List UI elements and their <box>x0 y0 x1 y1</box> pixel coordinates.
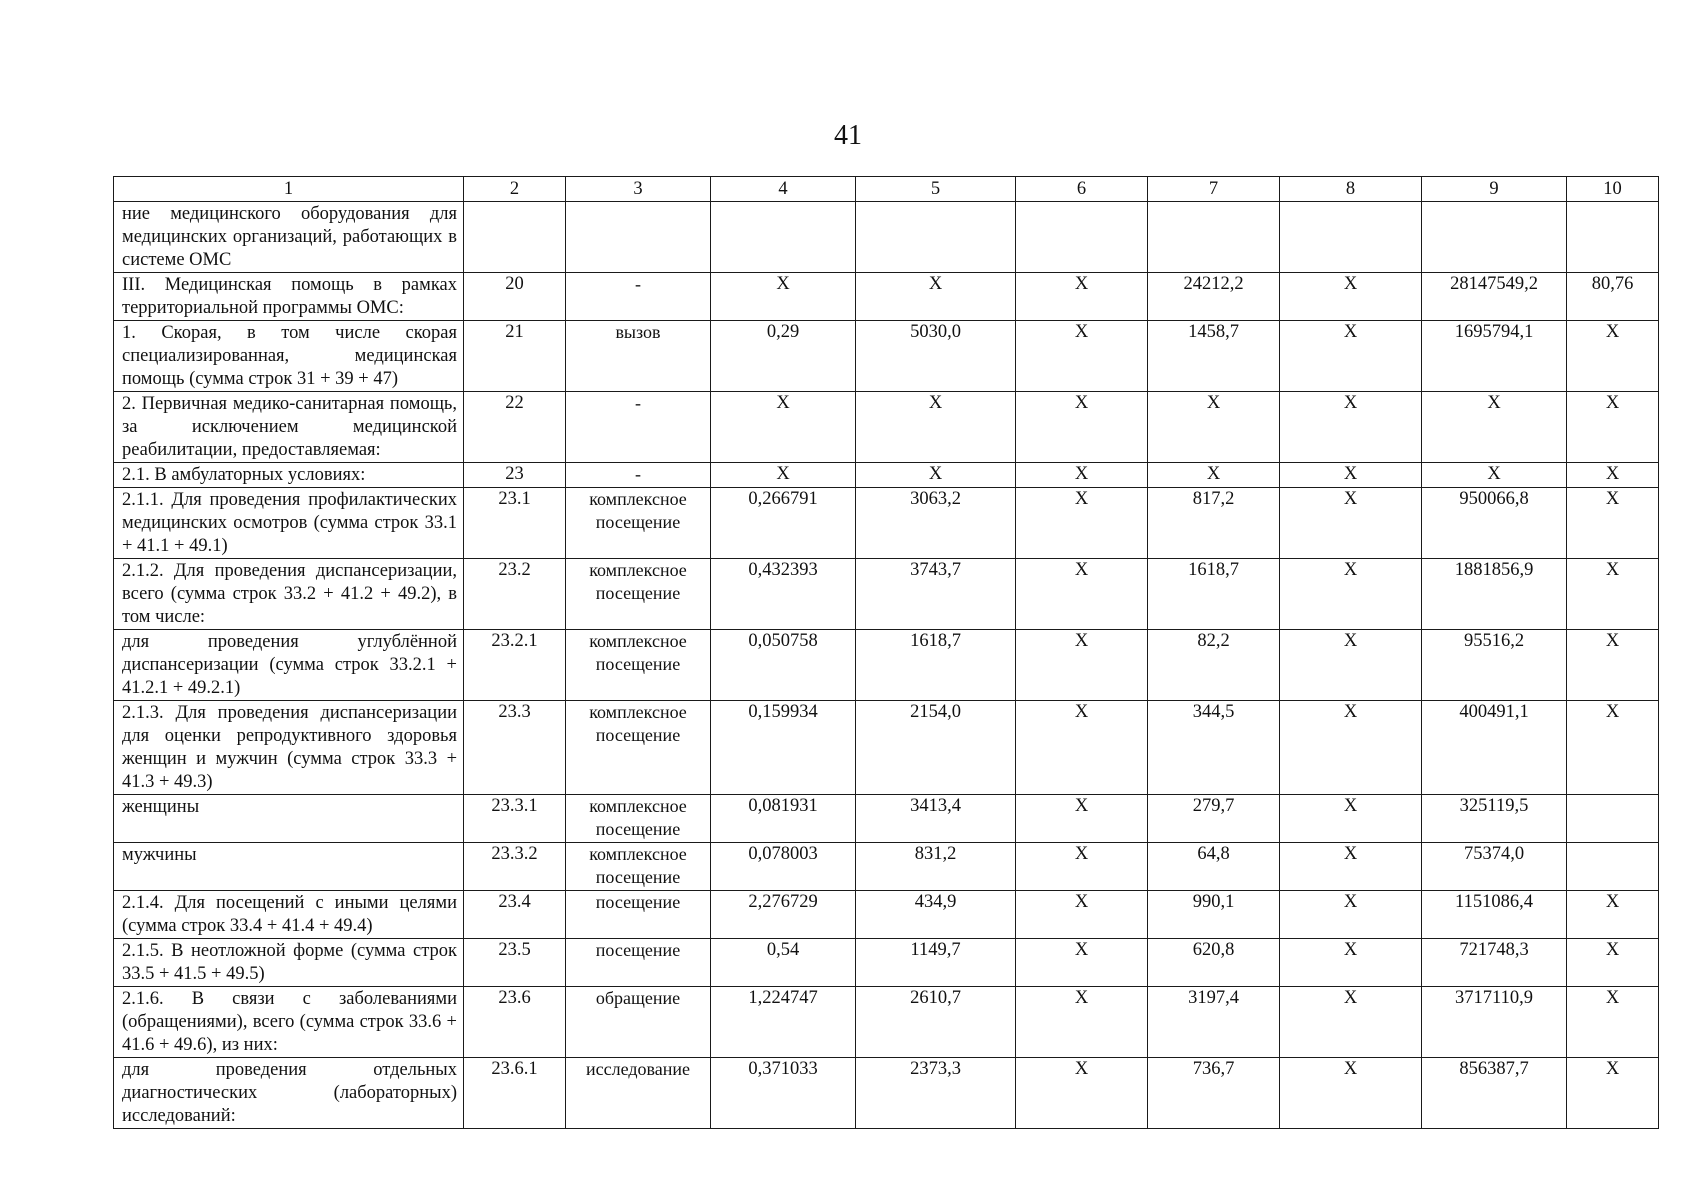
cell-volume: X <box>711 273 856 321</box>
cell-volume: 1,224747 <box>711 987 856 1058</box>
column-header-2: 2 <box>464 177 566 202</box>
cell-volume: 0,050758 <box>711 630 856 701</box>
cell-per-capita-budget: X <box>1016 795 1148 843</box>
cell-budget-sum: X <box>1280 939 1422 987</box>
table-row <box>114 939 1659 987</box>
cell-per-capita-oms: 64,8 <box>1148 843 1280 891</box>
cell-per-capita-oms: 1618,7 <box>1148 559 1280 630</box>
cell-cost: 3063,2 <box>856 488 1016 559</box>
cell-per-capita-budget: X <box>1016 392 1148 463</box>
cell-budget-sum: X <box>1280 392 1422 463</box>
column-header-8: 8 <box>1280 177 1422 202</box>
cell-name: 2.1.2. Для проведения диспансеризации, всего (сумма строк 33.2 + 41.2 + 49.2), в том числе: <box>114 559 464 630</box>
cell-per-capita-oms: 82,2 <box>1148 630 1280 701</box>
cell-budget-sum: X <box>1280 463 1422 488</box>
table-row <box>114 630 1659 701</box>
cell-oms-sum: 325119,5 <box>1422 795 1567 843</box>
cell-volume: X <box>711 392 856 463</box>
cell-budget-sum: X <box>1280 273 1422 321</box>
cell-name: 2.1.3. Для проведения диспансеризации для оценки репродуктивного здоровья женщин и мужчин (сумма строк 33.3 + 41.3 + 49.3) <box>114 701 464 795</box>
cell-cost: 2373,3 <box>856 1058 1016 1129</box>
table-row <box>114 1058 1659 1129</box>
cell-budget-sum <box>1280 202 1422 273</box>
cell-per-capita-budget: X <box>1016 273 1148 321</box>
cell-number: 23.2.1 <box>464 630 566 701</box>
cell-name: для проведения отдельных диагностических (лабораторных) исследований: <box>114 1058 464 1129</box>
cell-per-capita-budget: X <box>1016 488 1148 559</box>
table-row <box>114 463 1659 488</box>
cell-name: 1. Скорая, в том числе скорая специализированная, медицинская помощь (сумма строк 31 + 39 + 47) <box>114 321 464 392</box>
cell-volume: 0,54 <box>711 939 856 987</box>
table-row <box>114 701 1659 795</box>
cell-oms-sum: 856387,7 <box>1422 1058 1567 1129</box>
cell-name: III. Медицинская помощь в рамках территориальной программы ОМС: <box>114 273 464 321</box>
cell-per-capita-oms <box>1148 202 1280 273</box>
cell-oms-sum: 1151086,4 <box>1422 891 1567 939</box>
cell-volume: 0,371033 <box>711 1058 856 1129</box>
cell-per-capita-oms: 817,2 <box>1148 488 1280 559</box>
cell-cost: 1149,7 <box>856 939 1016 987</box>
page-number: 41 <box>834 120 862 151</box>
cell-budget-sum: X <box>1280 701 1422 795</box>
cell-oms-sum: 3717110,9 <box>1422 987 1567 1058</box>
cell-share <box>1567 843 1659 891</box>
cell-oms-sum: 721748,3 <box>1422 939 1567 987</box>
cell-budget-sum: X <box>1280 559 1422 630</box>
cell-per-capita-budget: X <box>1016 321 1148 392</box>
cell-per-capita-oms: 990,1 <box>1148 891 1280 939</box>
cell-name: 2. Первичная медико-санитарная помощь, за исключением медицинской реабилитации, предоставляемая: <box>114 392 464 463</box>
cell-number: 22 <box>464 392 566 463</box>
cell-oms-sum: 1695794,1 <box>1422 321 1567 392</box>
cell-name: 2.1.6. В связи с заболеваниями (обращениями), всего (сумма строк 33.6 + 41.6 + 49.6), из них: <box>114 987 464 1058</box>
cell-name: мужчины <box>114 843 464 891</box>
column-header-1: 1 <box>114 177 464 202</box>
table-row <box>114 392 1659 463</box>
cell-unit: - <box>566 392 711 463</box>
cell-per-capita-budget: X <box>1016 630 1148 701</box>
cell-budget-sum: X <box>1280 843 1422 891</box>
cell-volume <box>711 202 856 273</box>
cell-cost: 2610,7 <box>856 987 1016 1058</box>
cell-share: X <box>1567 630 1659 701</box>
column-header-10: 10 <box>1567 177 1659 202</box>
column-header-9: 9 <box>1422 177 1567 202</box>
cell-unit: - <box>566 273 711 321</box>
cell-share: X <box>1567 559 1659 630</box>
table-row <box>114 202 1659 273</box>
cell-unit: обращение <box>566 987 711 1058</box>
cell-unit: комплексное посещение <box>566 488 711 559</box>
cell-name: 2.1.4. Для посещений с иными целями (сумма строк 33.4 + 41.4 + 49.4) <box>114 891 464 939</box>
cell-share: X <box>1567 891 1659 939</box>
cell-budget-sum: X <box>1280 630 1422 701</box>
cell-share: X <box>1567 701 1659 795</box>
cell-volume: 2,276729 <box>711 891 856 939</box>
cell-per-capita-oms: 3197,4 <box>1148 987 1280 1058</box>
cell-per-capita-budget: X <box>1016 559 1148 630</box>
cell-volume: 0,432393 <box>711 559 856 630</box>
cell-unit: комплексное посещение <box>566 701 711 795</box>
cell-per-capita-budget: X <box>1016 463 1148 488</box>
cell-number: 23.2 <box>464 559 566 630</box>
cell-volume: 0,29 <box>711 321 856 392</box>
cell-unit: посещение <box>566 939 711 987</box>
cell-share: X <box>1567 463 1659 488</box>
cell-number: 23 <box>464 463 566 488</box>
cell-budget-sum: X <box>1280 1058 1422 1129</box>
table-row <box>114 795 1659 843</box>
cell-per-capita-budget: X <box>1016 843 1148 891</box>
cell-per-capita-budget: X <box>1016 891 1148 939</box>
cell-cost: 831,2 <box>856 843 1016 891</box>
cell-oms-sum: 75374,0 <box>1422 843 1567 891</box>
cell-per-capita-budget: X <box>1016 939 1148 987</box>
cell-share <box>1567 795 1659 843</box>
table-row <box>114 843 1659 891</box>
cell-share <box>1567 202 1659 273</box>
cell-budget-sum: X <box>1280 987 1422 1058</box>
cell-cost: X <box>856 392 1016 463</box>
cell-oms-sum: 28147549,2 <box>1422 273 1567 321</box>
column-header-4: 4 <box>711 177 856 202</box>
cell-cost: 2154,0 <box>856 701 1016 795</box>
cell-budget-sum: X <box>1280 488 1422 559</box>
column-header-3: 3 <box>566 177 711 202</box>
cell-unit: вызов <box>566 321 711 392</box>
cell-per-capita-budget: X <box>1016 1058 1148 1129</box>
cell-oms-sum: 400491,1 <box>1422 701 1567 795</box>
cell-name: женщины <box>114 795 464 843</box>
cell-oms-sum: 1881856,9 <box>1422 559 1567 630</box>
cell-share: X <box>1567 1058 1659 1129</box>
cell-volume: 0,159934 <box>711 701 856 795</box>
cell-per-capita-oms: X <box>1148 463 1280 488</box>
cell-cost: 434,9 <box>856 891 1016 939</box>
cell-oms-sum: 95516,2 <box>1422 630 1567 701</box>
cell-cost <box>856 202 1016 273</box>
cell-number: 23.3.1 <box>464 795 566 843</box>
cell-unit: комплексное посещение <box>566 559 711 630</box>
table-row <box>114 891 1659 939</box>
cell-cost: 1618,7 <box>856 630 1016 701</box>
cell-name: 2.1. В амбулаторных условиях: <box>114 463 464 488</box>
cell-cost: 3413,4 <box>856 795 1016 843</box>
cell-name: ние медицинского оборудования для медицинских организаций, работающих в системе ОМС <box>114 202 464 273</box>
cell-cost: 3743,7 <box>856 559 1016 630</box>
column-header-7: 7 <box>1148 177 1280 202</box>
cell-volume: 0,266791 <box>711 488 856 559</box>
cell-unit: - <box>566 463 711 488</box>
cell-per-capita-oms: 736,7 <box>1148 1058 1280 1129</box>
table-row <box>114 987 1659 1058</box>
cell-unit: комплексное посещение <box>566 843 711 891</box>
cell-share: X <box>1567 392 1659 463</box>
cell-per-capita-budget <box>1016 202 1148 273</box>
cell-budget-sum: X <box>1280 891 1422 939</box>
table-row <box>114 488 1659 559</box>
cell-number: 23.3 <box>464 701 566 795</box>
cell-name: 2.1.1. Для проведения профилактических медицинских осмотров (сумма строк 33.1 + 41.1 + 49.1) <box>114 488 464 559</box>
cell-per-capita-budget: X <box>1016 987 1148 1058</box>
cell-number: 20 <box>464 273 566 321</box>
cell-number: 21 <box>464 321 566 392</box>
cell-oms-sum <box>1422 202 1567 273</box>
cell-number: 23.6.1 <box>464 1058 566 1129</box>
cell-per-capita-oms: 24212,2 <box>1148 273 1280 321</box>
cell-per-capita-oms: 344,5 <box>1148 701 1280 795</box>
cell-oms-sum: 950066,8 <box>1422 488 1567 559</box>
cell-name: для проведения углублённой диспансеризации (сумма строк 33.2.1 + 41.2.1 + 49.2.1) <box>114 630 464 701</box>
cell-share: X <box>1567 488 1659 559</box>
column-header-5: 5 <box>856 177 1016 202</box>
cell-per-capita-oms: X <box>1148 392 1280 463</box>
cell-budget-sum: X <box>1280 795 1422 843</box>
cell-share: X <box>1567 939 1659 987</box>
cell-per-capita-oms: 279,7 <box>1148 795 1280 843</box>
cell-share: X <box>1567 987 1659 1058</box>
cell-unit <box>566 202 711 273</box>
cell-unit: посещение <box>566 891 711 939</box>
cell-unit: комплексное посещение <box>566 630 711 701</box>
cell-name: 2.1.5. В неотложной форме (сумма строк 33.5 + 41.5 + 49.5) <box>114 939 464 987</box>
cell-number: 23.4 <box>464 891 566 939</box>
cell-cost: X <box>856 463 1016 488</box>
cell-volume: 0,081931 <box>711 795 856 843</box>
cell-oms-sum: X <box>1422 463 1567 488</box>
cell-budget-sum: X <box>1280 321 1422 392</box>
cell-per-capita-oms: 1458,7 <box>1148 321 1280 392</box>
cell-number: 23.6 <box>464 987 566 1058</box>
cell-number: 23.5 <box>464 939 566 987</box>
cell-cost: X <box>856 273 1016 321</box>
cell-share: X <box>1567 321 1659 392</box>
cell-per-capita-oms: 620,8 <box>1148 939 1280 987</box>
table-row <box>114 559 1659 630</box>
cell-cost: 5030,0 <box>856 321 1016 392</box>
table-row <box>114 273 1659 321</box>
table-header-row <box>114 177 1659 202</box>
cell-number: 23.1 <box>464 488 566 559</box>
financing-table <box>113 176 1659 1129</box>
cell-number <box>464 202 566 273</box>
column-header-6: 6 <box>1016 177 1148 202</box>
cell-share: 80,76 <box>1567 273 1659 321</box>
cell-unit: комплексное посещение <box>566 795 711 843</box>
cell-volume: 0,078003 <box>711 843 856 891</box>
cell-number: 23.3.2 <box>464 843 566 891</box>
table-row <box>114 321 1659 392</box>
cell-unit: исследование <box>566 1058 711 1129</box>
cell-oms-sum: X <box>1422 392 1567 463</box>
cell-per-capita-budget: X <box>1016 701 1148 795</box>
cell-volume: X <box>711 463 856 488</box>
